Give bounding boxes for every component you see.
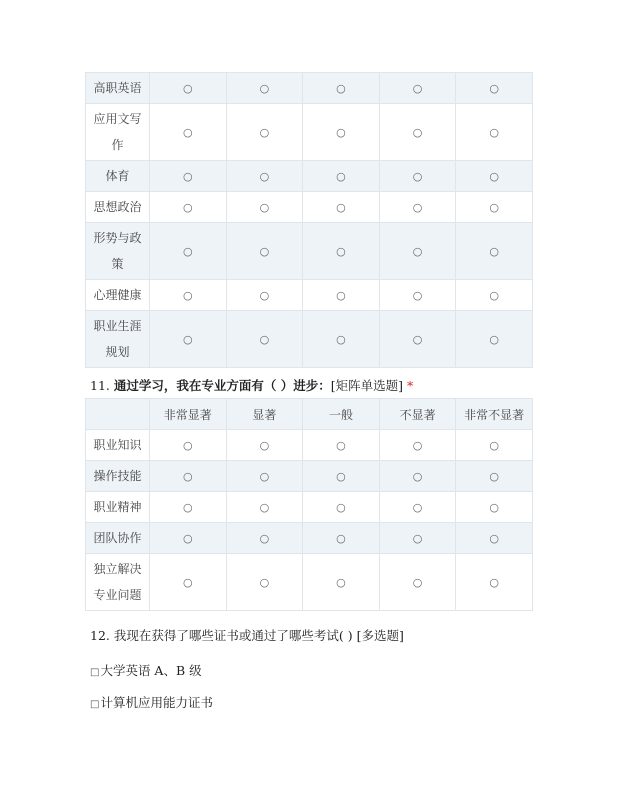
radio-button-icon[interactable]: ○ — [412, 501, 423, 514]
radio-button-icon[interactable]: ○ — [182, 501, 193, 514]
checkbox-option[interactable] — [90, 661, 202, 679]
radio-cell — [226, 523, 303, 554]
option-label: 大学英语 A、B 级 — [100, 663, 202, 678]
header-cell-empty — [86, 399, 150, 430]
radio-button-icon[interactable]: ○ — [182, 289, 193, 302]
radio-button-icon[interactable]: ○ — [182, 576, 193, 589]
table-row — [86, 192, 533, 223]
radio-cell — [150, 554, 227, 611]
column-header: 一般 — [303, 399, 380, 430]
radio-button-icon[interactable]: ○ — [336, 501, 346, 514]
radio-cell — [456, 430, 533, 461]
radio-cell — [379, 73, 456, 104]
radio-cell — [303, 461, 380, 492]
radio-button-icon[interactable]: ○ — [489, 201, 499, 214]
radio-cell — [303, 492, 380, 523]
radio-button-icon[interactable]: ○ — [182, 245, 193, 258]
radio-button-icon[interactable]: ○ — [182, 532, 193, 545]
radio-button-icon[interactable]: ○ — [336, 532, 346, 545]
radio-button-icon[interactable]: ○ — [259, 170, 270, 183]
table-row — [86, 104, 533, 161]
radio-cell — [226, 554, 303, 611]
row-label: 思想政治 — [86, 192, 150, 223]
radio-button-icon[interactable]: ○ — [412, 532, 423, 545]
table-row — [86, 430, 533, 461]
radio-cell — [303, 192, 380, 223]
radio-button-icon[interactable]: ○ — [336, 126, 346, 139]
radio-button-icon[interactable]: ○ — [259, 576, 270, 589]
matrix-table-progress — [85, 398, 533, 611]
radio-button-icon[interactable]: ○ — [489, 439, 499, 452]
radio-button-icon[interactable]: ○ — [182, 82, 193, 95]
radio-button-icon[interactable]: ○ — [336, 470, 346, 483]
question-number: 11. — [90, 378, 110, 393]
header-row — [86, 399, 533, 430]
radio-button-icon[interactable]: ○ — [412, 201, 423, 214]
matrix-table-courses — [85, 72, 533, 368]
radio-button-icon[interactable]: ○ — [489, 289, 499, 302]
row-label: 职业生涯规划 — [86, 311, 150, 368]
radio-cell — [150, 492, 227, 523]
question-type: [矩阵单选题] — [330, 378, 403, 393]
radio-button-icon[interactable]: ○ — [489, 245, 499, 258]
radio-button-icon[interactable]: ○ — [182, 439, 193, 452]
radio-button-icon[interactable]: ○ — [259, 289, 270, 302]
radio-button-icon[interactable]: ○ — [259, 333, 270, 346]
question-11-title — [90, 376, 413, 394]
table-row — [86, 523, 533, 554]
radio-cell — [226, 280, 303, 311]
radio-cell — [226, 492, 303, 523]
radio-cell — [303, 73, 380, 104]
radio-cell — [150, 104, 227, 161]
radio-button-icon[interactable]: ○ — [336, 439, 346, 452]
radio-cell — [226, 161, 303, 192]
radio-button-icon[interactable]: ○ — [412, 170, 423, 183]
radio-button-icon[interactable]: ○ — [412, 333, 423, 346]
radio-cell — [456, 280, 533, 311]
radio-button-icon[interactable]: ○ — [336, 82, 346, 95]
radio-cell — [150, 73, 227, 104]
radio-cell — [150, 430, 227, 461]
radio-button-icon[interactable]: ○ — [489, 576, 499, 589]
radio-cell — [226, 311, 303, 368]
radio-cell — [456, 554, 533, 611]
column-header: 非常不显著 — [456, 399, 533, 430]
checkbox-icon[interactable]: □ — [90, 699, 100, 710]
table-row — [86, 161, 533, 192]
radio-button-icon[interactable]: ○ — [489, 82, 499, 95]
question-number: 12. — [90, 628, 110, 643]
radio-cell — [303, 161, 380, 192]
radio-button-icon[interactable]: ○ — [489, 126, 499, 139]
row-label: 体育 — [86, 161, 150, 192]
radio-button-icon[interactable]: ○ — [259, 501, 270, 514]
radio-button-icon[interactable]: ○ — [182, 170, 193, 183]
radio-button-icon[interactable]: ○ — [336, 201, 346, 214]
radio-cell — [379, 280, 456, 311]
table-row — [86, 461, 533, 492]
radio-cell — [303, 280, 380, 311]
row-label: 职业知识 — [86, 430, 150, 461]
radio-cell — [456, 461, 533, 492]
radio-button-icon[interactable]: ○ — [259, 245, 270, 258]
radio-button-icon[interactable]: ○ — [489, 170, 499, 183]
row-label: 团队协作 — [86, 523, 150, 554]
radio-button-icon[interactable]: ○ — [412, 470, 423, 483]
question-text: 通过学习，我在专业方面有（ ）进步： — [113, 378, 331, 393]
radio-cell — [226, 430, 303, 461]
question-12-title — [90, 626, 404, 644]
radio-button-icon[interactable]: ○ — [182, 333, 193, 346]
question-type: [多选题] — [356, 628, 404, 643]
row-label: 应用文写作 — [86, 104, 150, 161]
table-row — [86, 554, 533, 611]
radio-button-icon[interactable]: ○ — [412, 82, 423, 95]
question-text: 我现在获得了哪些证书或通过了哪些考试( ) — [113, 628, 353, 643]
row-label: 操作技能 — [86, 461, 150, 492]
radio-button-icon[interactable]: ○ — [336, 576, 346, 589]
row-label: 职业精神 — [86, 492, 150, 523]
radio-cell — [226, 223, 303, 280]
radio-cell — [303, 430, 380, 461]
radio-button-icon[interactable]: ○ — [412, 576, 423, 589]
row-label: 心理健康 — [86, 280, 150, 311]
radio-button-icon[interactable]: ○ — [412, 289, 423, 302]
column-header: 不显著 — [379, 399, 456, 430]
radio-button-icon[interactable]: ○ — [489, 333, 499, 346]
radio-cell — [150, 461, 227, 492]
table-row — [86, 280, 533, 311]
radio-button-icon[interactable]: ○ — [182, 201, 193, 214]
radio-cell — [303, 104, 380, 161]
table-row — [86, 492, 533, 523]
checkbox-option[interactable] — [90, 693, 213, 711]
radio-cell — [150, 523, 227, 554]
required-mark: * — [406, 378, 414, 393]
radio-cell — [456, 73, 533, 104]
column-header: 显著 — [226, 399, 303, 430]
table-row — [86, 223, 533, 280]
table-row — [86, 311, 533, 368]
radio-button-icon[interactable]: ○ — [412, 245, 423, 258]
radio-cell — [379, 461, 456, 492]
radio-cell — [456, 492, 533, 523]
radio-cell — [456, 192, 533, 223]
radio-cell — [150, 161, 227, 192]
radio-button-icon[interactable]: ○ — [259, 470, 270, 483]
radio-cell — [226, 73, 303, 104]
radio-cell — [150, 223, 227, 280]
radio-cell — [303, 554, 380, 611]
radio-button-icon[interactable]: ○ — [259, 201, 270, 214]
column-header: 非常显著 — [150, 399, 227, 430]
radio-button-icon[interactable]: ○ — [336, 333, 346, 346]
radio-cell — [456, 223, 533, 280]
radio-button-icon[interactable]: ○ — [336, 170, 346, 183]
radio-cell — [150, 311, 227, 368]
radio-cell — [379, 430, 456, 461]
radio-cell — [379, 311, 456, 368]
radio-cell — [303, 523, 380, 554]
radio-cell — [456, 523, 533, 554]
radio-cell — [226, 461, 303, 492]
radio-button-icon[interactable]: ○ — [336, 289, 346, 302]
table-row — [86, 73, 533, 104]
radio-button-icon[interactable]: ○ — [489, 501, 499, 514]
radio-cell — [379, 492, 456, 523]
radio-cell — [303, 223, 380, 280]
radio-button-icon[interactable]: ○ — [259, 82, 270, 95]
radio-button-icon[interactable]: ○ — [259, 439, 270, 452]
radio-button-icon[interactable]: ○ — [259, 126, 270, 139]
radio-cell — [456, 104, 533, 161]
row-label: 独立解决专业问题 — [86, 554, 150, 611]
radio-cell — [379, 192, 456, 223]
row-label: 形势与政策 — [86, 223, 150, 280]
radio-cell — [379, 223, 456, 280]
radio-button-icon[interactable]: ○ — [259, 532, 270, 545]
radio-button-icon[interactable]: ○ — [412, 126, 423, 139]
radio-cell — [456, 161, 533, 192]
radio-button-icon[interactable]: ○ — [412, 439, 423, 452]
radio-cell — [379, 523, 456, 554]
radio-cell — [379, 161, 456, 192]
radio-cell — [226, 104, 303, 161]
radio-cell — [456, 311, 533, 368]
radio-button-icon[interactable]: ○ — [489, 532, 499, 545]
radio-button-icon[interactable]: ○ — [182, 470, 193, 483]
radio-button-icon[interactable]: ○ — [489, 470, 499, 483]
radio-button-icon[interactable]: ○ — [182, 126, 193, 139]
radio-cell — [379, 104, 456, 161]
radio-cell — [379, 554, 456, 611]
checkbox-icon[interactable]: □ — [90, 667, 100, 678]
radio-button-icon[interactable]: ○ — [336, 245, 346, 258]
option-label: 计算机应用能力证书 — [100, 695, 213, 710]
radio-cell — [226, 192, 303, 223]
radio-cell — [150, 192, 227, 223]
radio-cell — [303, 311, 380, 368]
row-label: 高职英语 — [86, 73, 150, 104]
radio-cell — [150, 280, 227, 311]
